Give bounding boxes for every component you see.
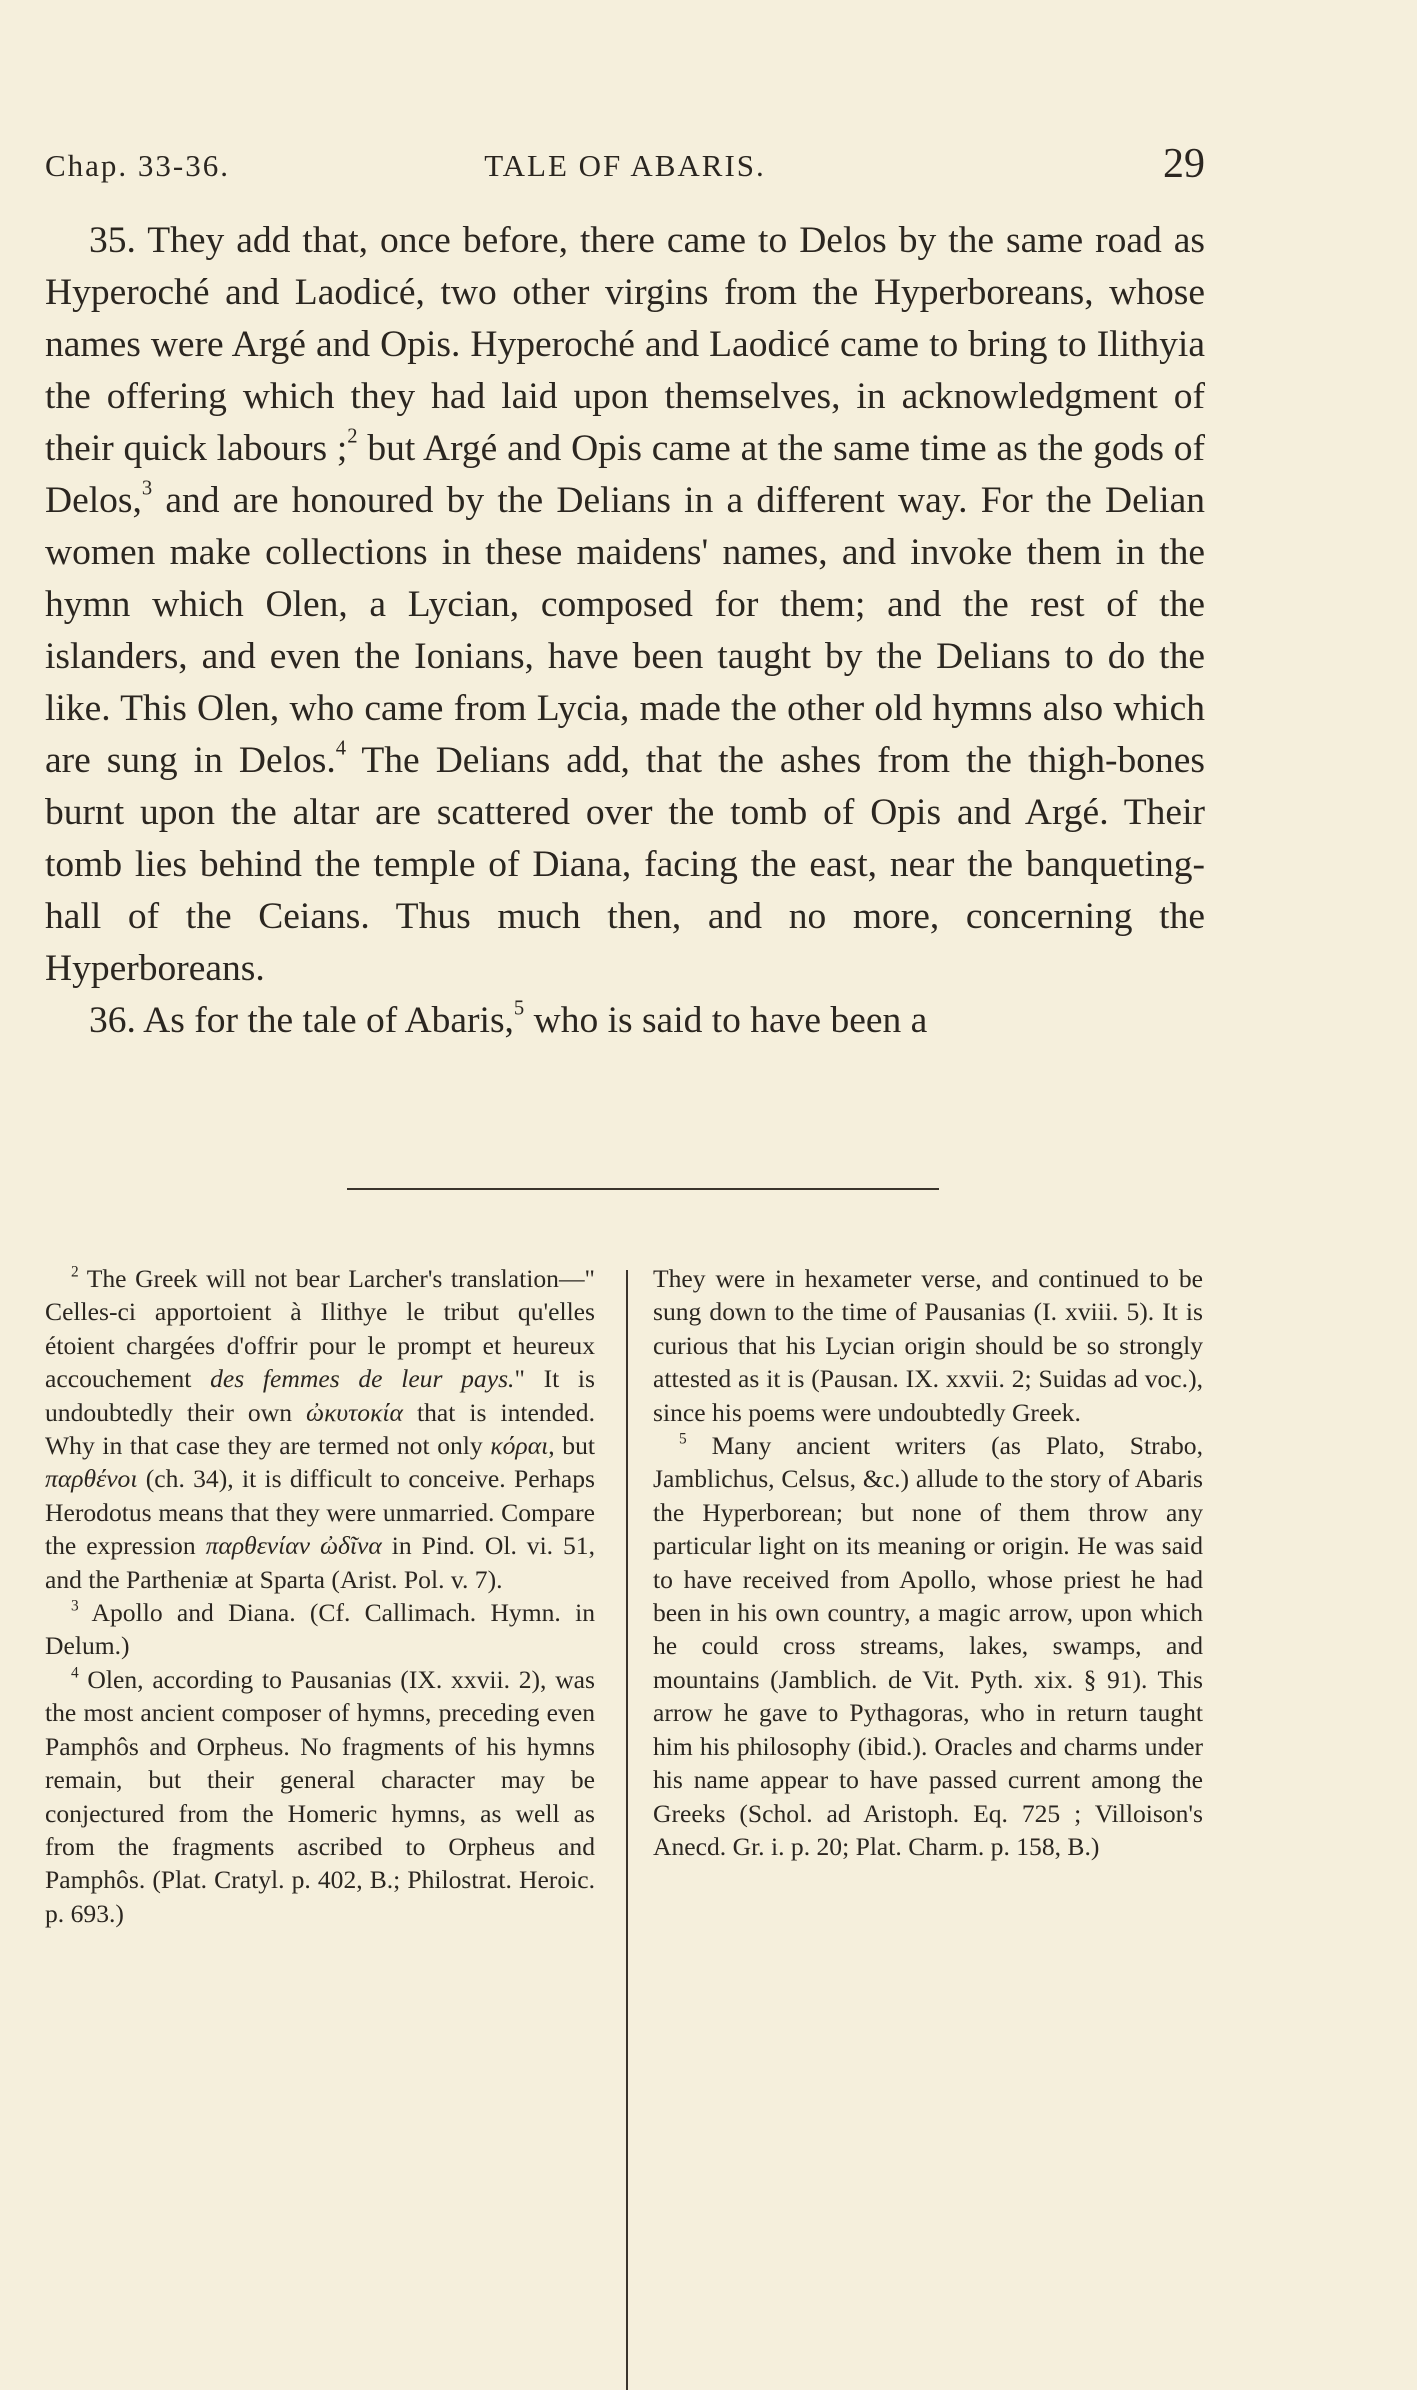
- footnote-5: $^5$ Many ancient writers (as Plato, Strabo, Jamblichus, Celsus, &c.) allude to the story of Abaris the Hyperborean; but none of them throw any particular light on its meaning or origin. He was said to have received from Apollo, whose priest he had been in his own country, a magic arrow, upon which he could cross streams, lakes, swamps, and mountains (Jamblich. de Vit. Pyth. xix. § 91). This arrow he gave to Pythagoras, who in return taught him his philosophy (ibid.). Oracles and charms under his name appear to have passed current among the Greeks (Schol. ad Aristoph. Eq. 725 ; Villoison's Anecd. Gr. i. p. 20; Plat. Charm. p. 158, B.): [653, 1430, 1203, 1861]
- running-title: TALE OF ABARIS.: [484, 148, 766, 183]
- chapter-label: Chap. 33-36.: [45, 148, 231, 183]
- footnote-column-left: [45, 1262, 595, 1930]
- footnote-column-right: [653, 1262, 1203, 1863]
- greek-word: ὠκυτοκία: [306, 1397, 403, 1427]
- book-page: [45, 0, 1205, 2304]
- running-header: [45, 140, 1205, 187]
- footnote-4: $^4$ Olen, according to Pausanias (IX. xxvii. 2), was the most ancient composer of hymns, preceding even Pamphôs and Orpheus. No fragments of his hymns remain, but their general character may be conjectured from the Homeric hymns, as well as from the fragments ascribed to Orpheus and Pamphôs. (Plat. Cratyl. p. 402, B.; Philostrat. Heroic. p. 693.): [45, 1664, 595, 1928]
- page-number: 29: [1163, 141, 1205, 187]
- paragraph-36: 36. As for the tale of Abaris,$^5$ who is said to have been a: [89, 997, 928, 1041]
- greek-word: κόραι: [490, 1431, 549, 1461]
- footnote-ref-2: 2: [347, 425, 358, 448]
- footnote-2: $^2$ The Greek will not bear Larcher's translation—" Celles-ci apportoient à Ilithye le tribut qu'elles étoient chargées d'offrir pour le prompt et heureux accouchement des femmes de leur pays." It is undoubtedly their own ὠκυτοκία that is intended. Why in that case they are termed not only κόραι, but παρθένοι (ch. 34), it is difficult to conceive. Perhaps Herodotus means that they were unmarried. Compare the expression παρθενίαν ὠδῖνα in Pind. Ol. vi. 51, and the Partheniæ at Sparta (Arist. Pol. v. 7).: [45, 1263, 596, 1594]
- paragraph-35: 35. They add that, once before, there came to Delos by the same road as Hyperoché and Laodicé, two other virgins from the Hyperboreans, whose names were Argé and Opis. Hyperoché and Laodicé came to bring to Ilithyia the offering which they had laid upon themselves, in acknowledgment of their quick labours ;$^2$ but Argé and Opis came at the same time as the gods of Delos,$^3$ and are honoured by the Delians in a different way. For the Delian women make collections in these maidens' names, and invoke them in the hymn which Olen, a Lycian, composed for them; and the rest of the islanders, and even the Ionians, have been taught by the Delians to do the like. This Olen, who came from Lycia, made the other old hymns also which are sung in Delos.$^4$ The Delians add, that the ashes from the thigh-bones burnt upon the altar are scattered over the tomb of Opis and Argé. Their tomb lies behind the temple of Diana, facing the east, near the banqueting-hall of the Ceians. Thus much then, and no more, concerning the Hyperboreans.: [45, 220, 1206, 989]
- footnote-ref-5: 5: [513, 997, 525, 1020]
- footnote-4-continued: They were in hexameter verse, and continued to be sung down to the time of Pausanias (I. xviii. 5). It is curious that his Lycian origin should be so strongly attested as it is (Pausan. IX. xxvii. 2; Suidas ad voc.), since his poems were undoubtedly Greek.: [653, 1264, 1203, 1427]
- main-text: [45, 215, 1205, 1047]
- column-divider: [626, 1270, 628, 2390]
- footnote-ref-4: 4: [335, 737, 347, 760]
- footnote-3: $^3$ Apollo and Diana. (Cf. Callimach. Hymn. in Delum.): [45, 1597, 595, 1661]
- greek-phrase: παρθενίαν ὠδῖνα: [205, 1531, 382, 1561]
- greek-word: παρθένοι: [45, 1464, 138, 1494]
- footnote-ref-3: 3: [141, 477, 153, 500]
- footnote-separator: [347, 1188, 939, 1190]
